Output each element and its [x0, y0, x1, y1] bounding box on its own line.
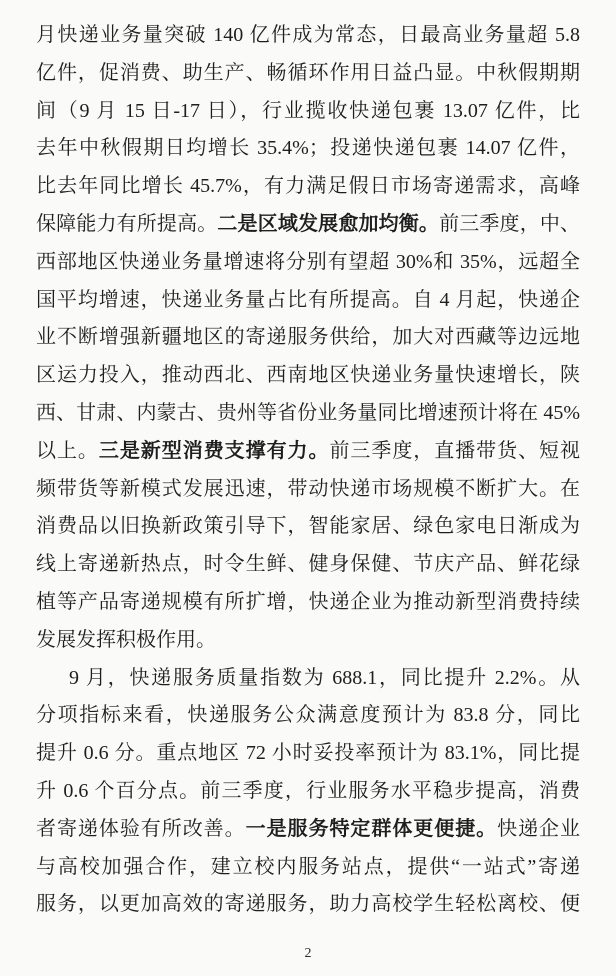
text-line — [36, 282, 580, 320]
text-line — [36, 93, 580, 131]
text-run: 提升 0.6 分。重点地区 72 小时妥投率预计为 83.1%，同比提 — [36, 742, 580, 765]
text-run: 升 0.6 个百分点。前三季度，行业服务水平稳步提高，消费 — [36, 779, 580, 802]
text-line — [36, 849, 580, 887]
text-run: 以上。 — [36, 439, 99, 462]
text-run: 去年中秋假期日均增长 35.4%；投递快递包裹 14.07 亿件， — [36, 137, 580, 160]
text-line — [36, 319, 580, 357]
text-line — [36, 206, 580, 244]
text-line — [36, 130, 580, 168]
text-run: 前三季度，中、 — [439, 212, 580, 235]
text-line — [36, 584, 580, 622]
text-line — [36, 433, 580, 471]
text-line — [36, 660, 580, 698]
text-line — [36, 546, 580, 584]
text-run: 服务，以更加高效的寄递服务，助力高校学生轻松离校、便 — [36, 893, 580, 916]
document-body — [36, 17, 580, 924]
text-run: 亿件，促消费、助生产、畅循环作用日益凸显。中秋假期期 — [36, 61, 580, 84]
text-run: 西部地区快递业务量增速将分别有望超 30%和 35%，远超全 — [36, 250, 580, 273]
text-line — [36, 697, 580, 735]
text-run: 植等产品寄递规模有所扩增，快递企业为推动新型消费持续 — [36, 590, 580, 613]
text-line — [36, 17, 580, 55]
text-line — [36, 55, 580, 93]
text-line — [36, 886, 580, 924]
text-run: 比去年同比增长 45.7%，有力满足假日市场寄递需求，高峰 — [36, 175, 580, 198]
text-run: 月快递业务量突破 140 亿件成为常态，日最高业务量超 5.8 — [36, 24, 580, 46]
text-run: 线上寄递新热点，时令生鲜、健身保健、节庆产品、鲜花绿 — [36, 553, 580, 576]
text-run: 业不断增强新疆地区的寄递服务供给，加大对西藏等边远地 — [36, 326, 580, 349]
text-line — [36, 773, 580, 811]
text-run: 频带货等新模式发展迅速，带动快递市场规模不断扩大。在 — [36, 477, 580, 500]
bold-text-run: 一是服务特定群体更便捷。 — [245, 817, 498, 840]
text-line — [36, 508, 580, 546]
text-line — [36, 471, 580, 509]
text-run: 快递企业 — [497, 817, 580, 840]
text-run: 9 月，快递服务质量指数为 688.1，同比提升 2.2%。从 — [69, 666, 580, 689]
text-run: 区运力投入，推动西北、西南地区快递业务量快速增长，陕 — [36, 364, 580, 387]
text-line — [36, 244, 580, 282]
text-run: 前三季度，直播带货、短视 — [329, 439, 580, 462]
text-line — [36, 622, 580, 660]
text-line — [36, 357, 580, 395]
text-line — [36, 168, 580, 206]
bold-text-run: 三是新型消费支撑有力。 — [98, 439, 330, 462]
text-run: 发展发挥积极作用。 — [36, 628, 216, 651]
text-run: 间（9 月 15 日-17 日），行业揽收快递包裹 13.07 亿件，比 — [36, 99, 580, 122]
text-line — [36, 395, 580, 433]
text-run: 消费品以旧换新政策引导下，智能家居、绿色家电日渐成为 — [36, 515, 580, 538]
text-run: 西、甘肃、内蒙古、贵州等省份业务量同比增速预计将在 45% — [36, 401, 580, 424]
text-run: 国平均增速，快递业务量占比有所提高。自 4 月起，快递企 — [36, 288, 580, 311]
text-run: 者寄递体验有所改善。 — [36, 817, 246, 840]
bold-text-run: 二是区域发展愈加均衡。 — [217, 212, 440, 235]
text-run: 分项指标来看，快递服务公众满意度预计为 83.8 分，同比 — [36, 704, 580, 727]
text-line — [36, 735, 580, 773]
text-run: 与高校加强合作，建立校内服务站点，提供“一站式”寄递 — [36, 855, 580, 878]
text-line — [36, 811, 580, 849]
text-run: 保障能力有所提高。 — [36, 212, 218, 235]
page-number: 2 — [304, 946, 312, 961]
